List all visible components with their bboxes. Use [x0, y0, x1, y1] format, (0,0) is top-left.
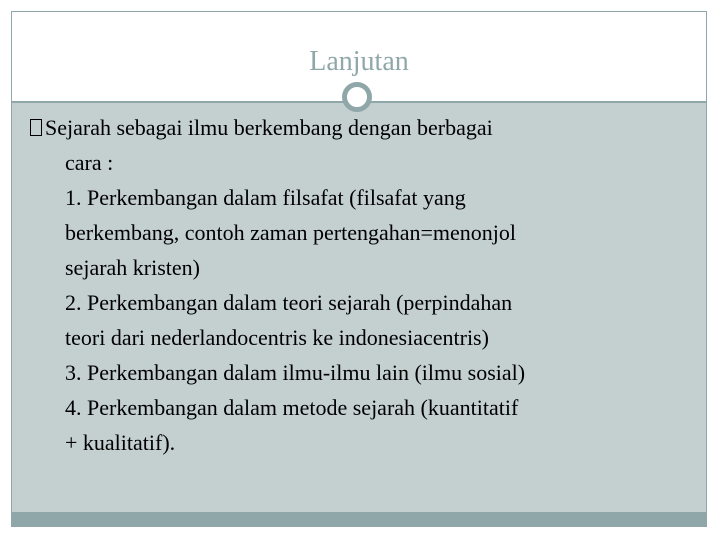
- bullet-line-9: + kualitatif).: [65, 430, 176, 455]
- divider-circle-ornament: [342, 82, 372, 112]
- bullet-line-4: sejarah kristen): [65, 255, 200, 280]
- bullet-line-first: [30, 110, 680, 145]
- bullet-line-1: cara :: [65, 150, 114, 175]
- bullet-line-6: teori dari nederlandocentris ke indonesiacentris): [65, 325, 489, 350]
- bullet-line-7: 3. Perkembangan dalam ilmu-ilmu lain (ilmu sosial): [65, 360, 526, 385]
- bullet-line-3: berkembang, contoh zaman pertengahan=menonjol: [65, 220, 517, 245]
- footer-bar: [12, 512, 706, 526]
- slide-title: Lanjutan: [309, 46, 409, 77]
- bullet-text-block: [30, 110, 680, 460]
- bullet-box-icon: [30, 119, 42, 136]
- bullet-line-5: 2. Perkembangan dalam teori sejarah (perpindahan: [65, 290, 513, 315]
- bullet-line-2: 1. Perkembangan dalam filsafat (filsafat yang: [65, 185, 466, 210]
- bullet-line-0: Sejarah sebagai ilmu berkembang dengan berbagai: [45, 115, 493, 140]
- bullet-line-8: 4. Perkembangan dalam metode sejarah (kuantitatif: [65, 395, 519, 420]
